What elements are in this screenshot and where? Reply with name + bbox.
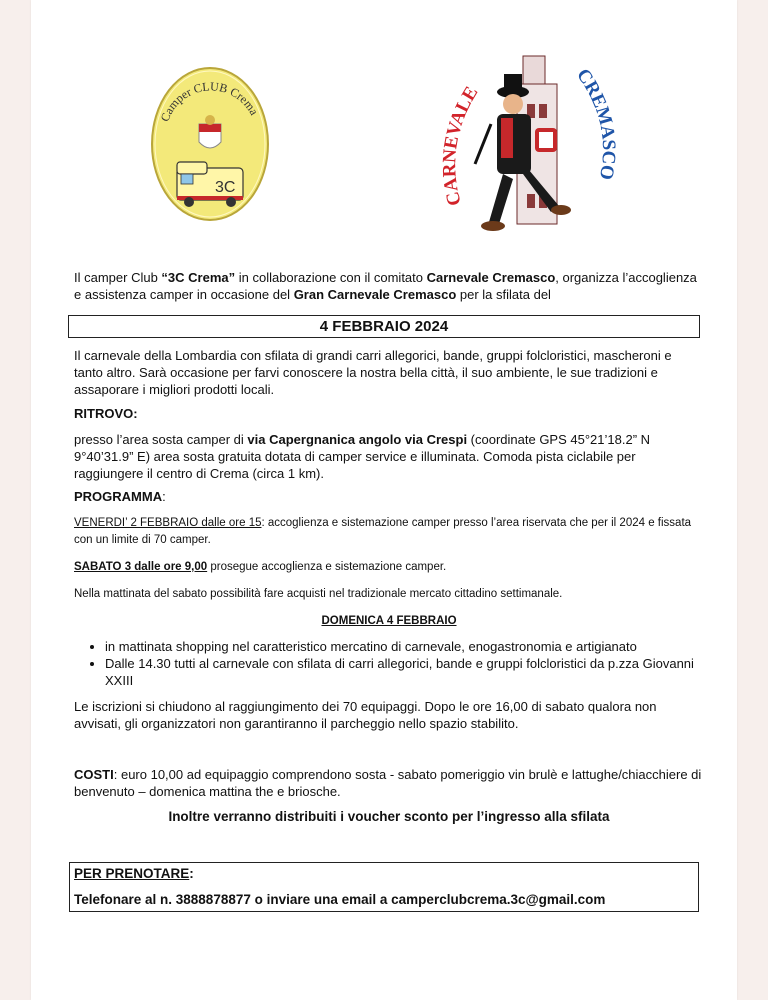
intro-paragraph: Il camper Club “3C Crema” in collaborazione con il comitato Carnevale Cremasco, organizza l’accoglienza e assistenza camper in occasione del Gran Carnevale Cremasco per la sfilata del (74, 270, 697, 302)
domenica-heading: DOMENICA 4 FEBBRAIO (321, 615, 457, 627)
voucher-note: Inoltre verranno distribuiti i voucher sconto per l’ingresso alla sfilata (168, 809, 610, 824)
list-item: • in mattinata shopping nel caratteristico mercatino di carnevale, enogastronomia e artigianato (105, 638, 697, 655)
booking-contact: Telefonare al n. 3888878877 o inviare una email a camperclubcrema.3c@gmail.com (74, 892, 606, 907)
programma-heading: PROGRAMMA: (74, 489, 166, 504)
ritrovo-heading: RITROVO: (74, 406, 138, 421)
flyer-page (31, 0, 737, 1000)
event-date-box: 4 FEBBRAIO 2024 (68, 315, 700, 338)
iscrizioni-paragraph: Le iscrizioni si chiudono al raggiungimento dei 70 equipaggi. Dopo le ore 16,00 di sabato qualora non avvisati, gli organizzatori non garantiranno il parcheggio nello spazio stabilito. (74, 699, 657, 731)
logo-right-text-1: CARNEVALE (439, 82, 483, 208)
svg-text:CREMASCO (572, 65, 619, 181)
camper-club-crema-logo (149, 64, 271, 224)
carnevale-cremasco-logo (431, 44, 631, 244)
domenica-list (67, 638, 697, 689)
logo-van-text: 3C (215, 179, 236, 196)
costi-paragraph: COSTI: euro 10,00 ad equipaggio comprendono sosta - sabato pomeriggio vin brulè e lattughe/chiacchiere di benvenuto – domenica mattina the e briosche. (74, 767, 702, 799)
logo-left-text: Camper CLUB Crema (157, 79, 262, 124)
ritrovo-paragraph: presso l’area sosta camper di via Capergnanica angolo via Crespi (coordinate GPS 45°21’18.2” N 9°40’31.9” E) area sosta gratuita dotata di camper service e illuminata. Comoda pista ciclabile per raggiungere il centro di Crema (circa 1 km). (74, 432, 651, 481)
list-item: • Dalle 14.30 tutti al carnevale con sfilata di carri allegorici, bande e gruppi folcloristici da p.zza Giovanni XXIII (105, 655, 697, 689)
booking-box (69, 862, 699, 912)
logo-right-text-2: CREMASCO (572, 64, 620, 182)
mercato-paragraph: Nella mattinata del sabato possibilità fare acquisti nel tradizionale mercato cittadino settimanale. (74, 588, 563, 600)
booking-heading: PER PRENOTARE: (74, 866, 194, 881)
description-paragraph: Il carnevale della Lombardia con sfilata di grandi carri allegorici, bande, gruppi folcloristici, mascheroni e tanto altro. Sarà occasione per farvi conoscere la nostra bella città, il suo ambiente, le sue tradizioni e assaporare i migliori prodotti locali. (74, 348, 672, 397)
svg-text:CARNEVALE (439, 83, 482, 208)
venerdi-paragraph: VENERDI’ 2 FEBBRAIO dalle ore 15: accoglienza e sistemazione camper presso l’area riservata che per il 2024 e fissata con un limite di 70 camper. (74, 517, 692, 546)
sabato-paragraph: SABATO 3 dalle ore 9,00 prosegue accoglienza e sistemazione camper. (74, 561, 447, 573)
